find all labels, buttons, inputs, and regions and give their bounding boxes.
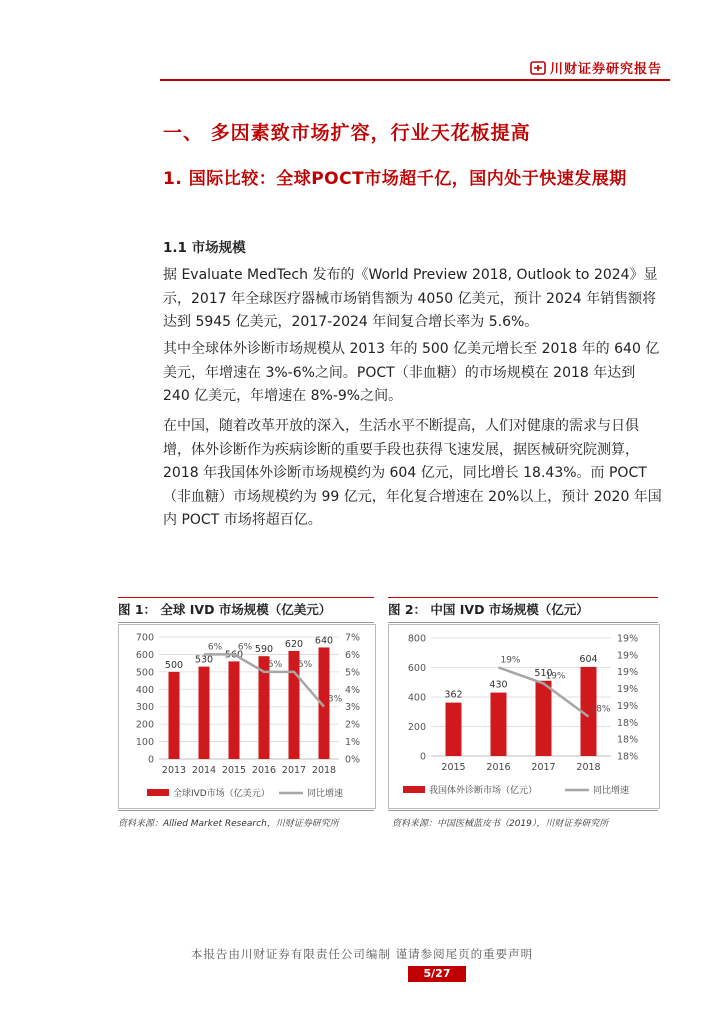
x-tick-label: 2013: [161, 765, 187, 776]
x-tick-label: 2018: [576, 762, 601, 773]
x-tick-label: 2017: [531, 762, 556, 773]
y-tick-label: 100: [135, 737, 154, 749]
figure-1-source: 资料来源：Allied Market Research，川财证券研究所: [118, 819, 339, 829]
x-tick-label: 2016: [251, 765, 277, 776]
growth-value-label: 19%: [545, 671, 566, 682]
paragraph-1: 据 Evaluate MedTech 发布的《World Preview 2018, Outlook to 2024》显示，2017 年全球医疗器械市场销售额为 4050 亿美元，预计 2024 年销售额将达到 5945 亿美元，2017-2024 年间复合增长率为 5.6%。: [163, 267, 658, 330]
y-tick-label: 200: [407, 722, 426, 733]
bar: [229, 661, 240, 759]
bar-value-label: 604: [579, 653, 598, 665]
figure-1-chart: [118, 624, 376, 809]
legend-label-line: 同比增速: [593, 786, 630, 796]
bar: [169, 672, 180, 759]
x-tick-label: 2015: [221, 765, 247, 776]
bar-value-label: 530: [194, 654, 214, 666]
bar-value-label: 620: [284, 638, 304, 650]
figure-2-source: 资料来源：中国医械蓝皮书（2019），川财证券研究所: [392, 819, 609, 829]
y-tick-label: 300: [135, 702, 154, 714]
x-tick-label: 2016: [486, 762, 511, 773]
figure-2-title: 图 2： 中国 IVD 市场规模（亿元）: [388, 597, 658, 623]
y2-tick-label: 1%: [345, 737, 361, 749]
bar: [536, 681, 552, 756]
section-heading: 一、 多因素致市场扩容，行业天花板提高: [163, 122, 531, 144]
growth-value-label: 6%: [237, 642, 253, 653]
paragraph-2: 其中全球体外诊断市场规模从 2013 年的 500 亿美元增长至 2018 年的 640 亿美元，年增速在 3%-6%之间。POCT（非血糖）的市场规模在 2018 年达到 240 亿美元，年增速在 8%-9%之间。: [163, 341, 660, 404]
legend-label-bar: 全球IVD市场（亿美元）: [173, 789, 270, 799]
x-tick-label: 2018: [311, 765, 337, 776]
bar-value-label: 500: [164, 659, 184, 671]
y-tick-label: 400: [135, 684, 154, 696]
header-rule: [160, 79, 670, 81]
page-number: 5/27: [408, 966, 466, 982]
legend-label-line: 同比增速: [307, 789, 344, 799]
growth-value-label: 19%: [500, 655, 521, 666]
y2-tick-label: 4%: [345, 684, 361, 696]
y2-tick-label: 18%: [617, 751, 639, 763]
bar-value-label: 590: [254, 644, 274, 656]
subsection-heading: 1. 国际比较：全球POCT市场超千亿，国内处于快速发展期: [163, 169, 627, 189]
y2-tick-label: 5%: [345, 667, 361, 679]
y-tick-label: 0: [147, 754, 154, 766]
y2-tick-label: 7%: [345, 632, 361, 644]
y2-tick-label: 19%: [617, 633, 639, 645]
footer-disclaimer: 本报告由川财证券有限责任公司编制 谨请参阅尾页的重要声明: [190, 947, 534, 961]
bar: [446, 703, 462, 756]
brand-header: [530, 58, 662, 77]
y2-tick-label: 0%: [345, 754, 361, 766]
y-tick-label: 600: [407, 663, 426, 674]
y2-tick-label: 19%: [617, 650, 639, 662]
paragraph-3: 在中国，随着改革开放的深入，生活水平不断提高，人们对健康的需求与日俱增，体外诊断作为疾病诊断的重要手段也获得飞速发展，据医械研究院测算，2018 年我国体外诊断市场规模约为 604 亿元，同比增长 18.43%。而 POCT（非血糖）市场规模约为 99 亿元，年化复合增速在 20%以上，预计 2020 年国内 POCT 市场将超百亿。: [163, 418, 662, 528]
y2-tick-label: 6%: [345, 649, 361, 661]
growth-value-label: 6%: [207, 642, 223, 653]
brand-name: 川财证券研究报告: [549, 62, 662, 77]
legend-label-bar: 我国体外诊断市场（亿元）: [429, 786, 538, 796]
x-tick-label: 2015: [441, 762, 466, 773]
x-tick-label: 2017: [281, 765, 307, 776]
y2-tick-label: 18%: [617, 717, 639, 729]
growth-value-label: 5%: [297, 659, 313, 670]
y2-tick-label: 2%: [345, 719, 361, 731]
legend-swatch-bar: [147, 789, 169, 796]
figure-1-rule: [118, 810, 374, 811]
y-tick-label: 800: [407, 633, 426, 645]
brand-logo-icon: [530, 61, 546, 75]
y2-tick-label: 19%: [617, 667, 639, 679]
growth-value-label: 3%: [327, 694, 343, 705]
x-tick-label: 2014: [191, 765, 217, 776]
growth-value-label: 18%: [590, 704, 611, 715]
bar: [199, 667, 210, 759]
y2-tick-label: 3%: [345, 702, 361, 714]
bar-value-label: 430: [489, 679, 508, 691]
growth-value-label: 5%: [267, 659, 283, 670]
y2-tick-label: 19%: [617, 700, 639, 712]
sub-subsection-heading: 1.1 市场规模: [163, 240, 246, 256]
figure-2-rule: [388, 810, 658, 811]
bar-value-label: 510: [534, 667, 553, 679]
legend-swatch-bar: [403, 786, 425, 793]
bar-value-label: 362: [444, 689, 463, 701]
y-tick-label: 400: [407, 692, 426, 704]
y-tick-label: 0: [419, 751, 426, 763]
figure-2-chart: [388, 624, 660, 809]
y-tick-label: 200: [135, 719, 154, 731]
y-tick-label: 600: [135, 649, 154, 661]
y2-tick-label: 19%: [617, 684, 639, 696]
chart-1-svg: [119, 625, 375, 808]
bar-value-label: 640: [314, 635, 334, 647]
y-tick-label: 700: [135, 632, 154, 644]
chart-2-svg: [389, 625, 659, 808]
y-tick-label: 500: [135, 667, 154, 679]
bar: [491, 693, 507, 756]
figure-1-title: 图 1： 全球 IVD 市场规模（亿美元）: [118, 597, 374, 623]
y2-tick-label: 18%: [617, 734, 639, 746]
bar-value-label: 560: [224, 649, 244, 661]
